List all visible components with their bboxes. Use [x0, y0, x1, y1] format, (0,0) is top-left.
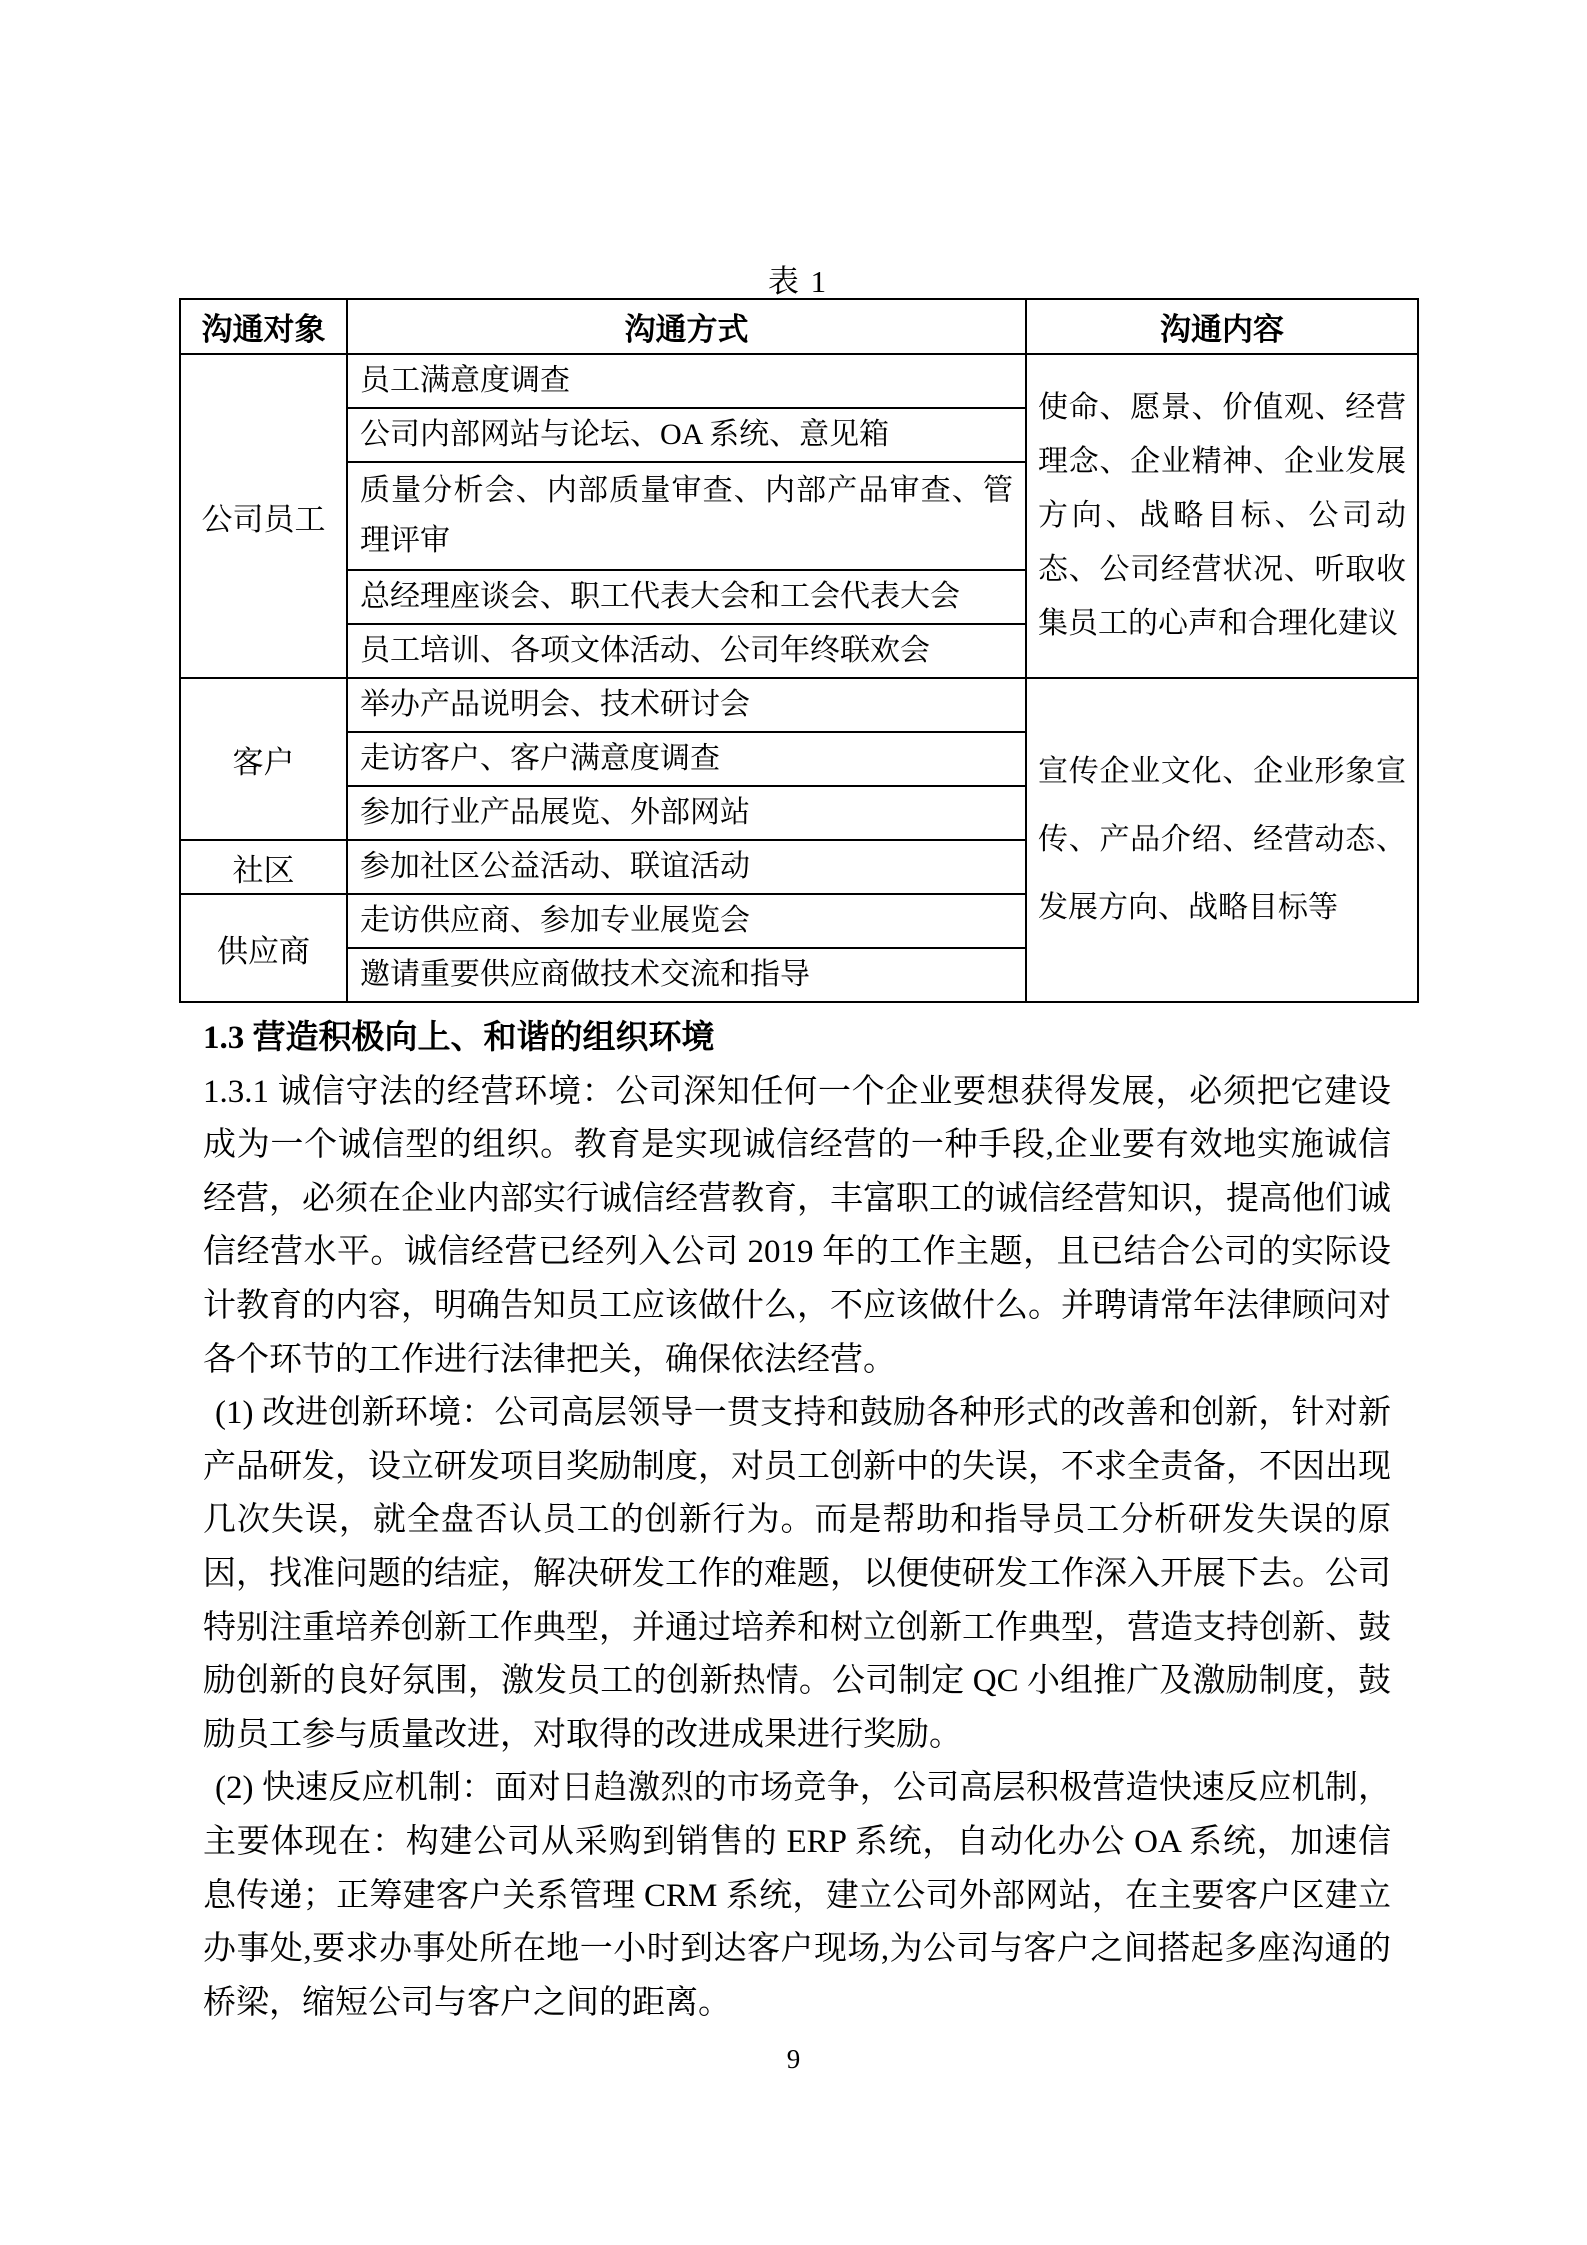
table-caption: 表 1 [767, 264, 829, 299]
target-cell-employees: 公司员工 [180, 354, 347, 678]
header-cell-content: 沟通内容 [1026, 299, 1418, 354]
method-cell-training-events: 员工培训、各项文体活动、公司年终联欢会 [347, 624, 1026, 678]
paragraph-rapid-response: (2) 快速反应机制：面对日趋激烈的市场竞争，公司高层积极营造快速反应机制，主要体现在：构建公司从采购到销售的 ERP 系统，自动化办公 OA 系统，加速信息传递；正筹建客户关系管理 CRM 系统，建立公司外部网站，在主要客户区建立办事处,要求办事处所在地一小时到达客户现场,为公司与客户之间搭起多座沟通的桥梁，缩短公司与客户之间的距离。 [203, 1770, 1391, 2021]
method-cell-supplier-visit: 走访供应商、参加专业展览会 [347, 894, 1026, 948]
method-cell-product-seminar: 举办产品说明会、技术研讨会 [347, 678, 1026, 732]
method-cell-gm-forum: 总经理座谈会、职工代表大会和工会代表大会 [347, 570, 1026, 624]
method-cell-customer-visit: 走访客户、客户满意度调查 [347, 732, 1026, 786]
table-header-row [180, 299, 1418, 354]
paragraph-innovation-environment: (1) 改进创新环境：公司高层领导一贯支持和鼓励各种形式的改善和创新，针对新产品研发，设立研发项目奖励制度，对员工创新中的失误，不求全责备，不因出现几次失误，就全盘否认员工的创新行为。而是帮助和指导员工分析研发失误的原因，找准问题的结症，解决研发工作的难题，以便使研发工作深入开展下去。公司特别注重培养创新工作典型，并通过培养和树立创新工作典型，营造支持创新、鼓励创新的良好氛围，激发员工的创新热情。公司制定 QC 小组推广及激励制度，鼓励员工参与质量改进，对取得的改进成果进行奖励。 [203, 1395, 1391, 1753]
target-cell-community: 社区 [180, 840, 347, 894]
target-cell-customers: 客户 [180, 678, 347, 840]
header-cell-method: 沟通方式 [347, 299, 1026, 354]
method-cell-quality-review: 质量分析会、内部质量审查、内部产品审查、管理评审 [347, 462, 1026, 570]
header-cell-target: 沟通对象 [180, 299, 347, 354]
communication-table [179, 298, 1419, 1003]
page-number: 9 [786, 2044, 801, 2074]
content-cell-external: 宣传企业文化、企业形象宣传、产品介绍、经营动态、发展方向、战略目标等 [1026, 678, 1418, 1002]
method-cell-satisfaction-survey: 员工满意度调查 [347, 354, 1026, 408]
target-cell-suppliers: 供应商 [180, 894, 347, 1002]
method-cell-supplier-exchange: 邀请重要供应商做技术交流和指导 [347, 948, 1026, 1002]
content-cell-employees: 使命、愿景、价值观、经营理念、企业精神、企业发展方向、战略目标、公司动态、公司经营状况、听取收集员工的心声和合理化建议 [1026, 354, 1418, 678]
table-row [180, 354, 1418, 408]
method-cell-intranet-oa: 公司内部网站与论坛、OA 系统、意见箱 [347, 408, 1026, 462]
body-text [203, 1012, 1391, 2030]
method-cell-community-activity: 参加社区公益活动、联谊活动 [347, 840, 1026, 894]
method-cell-industry-expo: 参加行业产品展览、外部网站 [347, 786, 1026, 840]
paragraph-honest-operation: 1.3.1 诚信守法的经营环境：公司深知任何一个企业要想获得发展，必须把它建设成为一个诚信型的组织。教育是实现诚信经营的一种手段,企业要有效地实施诚信经营，必须在企业内部实行诚信经营教育，丰富职工的诚信经营知识，提高他们诚信经营水平。诚信经营已经列入公司 2019 年的工作主题，且已结合公司的实际设计教育的内容，明确告知员工应该做什么，不应该做什么。并聘请常年法律顾问对各个环节的工作进行法律把关，确保依法经营。 [203, 1073, 1391, 1378]
section-heading: 1.3 营造积极向上、和谐的组织环境 [203, 1020, 715, 1056]
table-row [180, 678, 1418, 732]
